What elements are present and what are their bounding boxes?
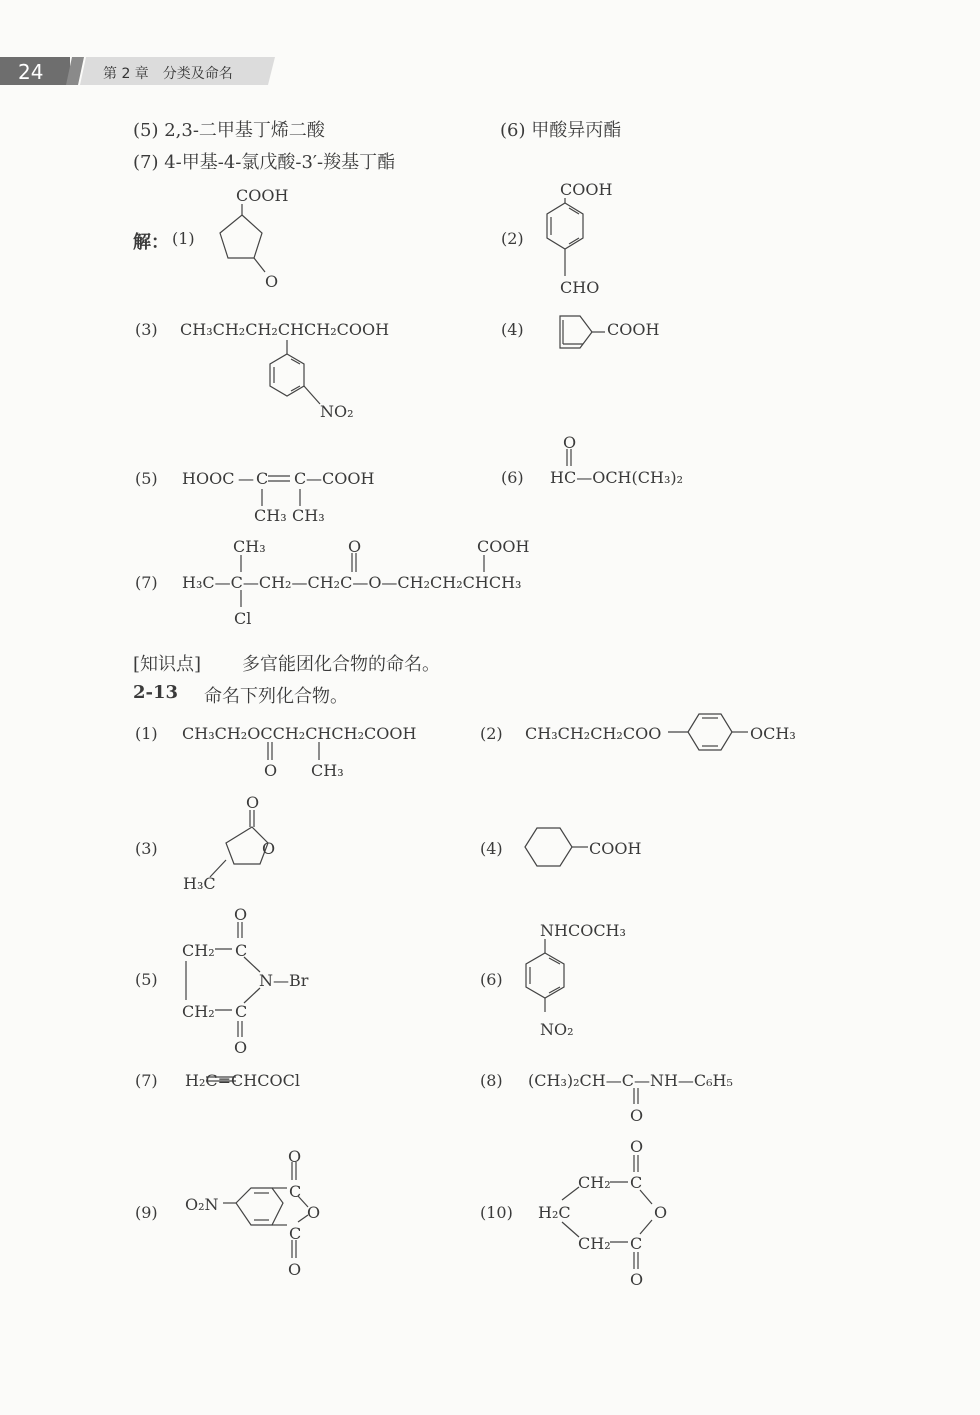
item-10-h2c: H₂C — [538, 1203, 571, 1222]
item-4-cooh: COOH — [589, 839, 642, 858]
item-9-c-bot: C — [289, 1224, 302, 1243]
answer-4-cooh: COOH — [607, 320, 660, 339]
item-5-c-bot: C — [235, 1002, 248, 1021]
item-5-c-top: C — [235, 941, 248, 960]
answer-2-number: (2) — [501, 229, 524, 248]
item-6-nhcoch3: NHCOCH₃ — [540, 921, 626, 940]
item-3-ring-o: O — [262, 839, 276, 858]
answer-7-number: (7) — [135, 573, 158, 592]
item-10-c-top: C — [630, 1173, 643, 1192]
item-3-number: (3) — [135, 839, 158, 858]
answer-5-dash2: — — [306, 469, 322, 488]
knowledge-tag: [知识点] — [133, 654, 202, 675]
answer-7-cl: Cl — [234, 609, 252, 628]
item-5-n-br: N—Br — [259, 971, 309, 990]
answer-6-formula: HC—OCH(CH₃)₂ — [550, 468, 684, 487]
item-7-number: (7) — [135, 1071, 158, 1090]
item-4-number: (4) — [480, 839, 503, 858]
item-1-formula: CH₃CH₂OCCH₂CHCH₂COOH — [182, 724, 417, 743]
answer-4-number: (4) — [501, 320, 524, 339]
item-2-left: CH₃CH₂CH₂COO — [525, 724, 662, 743]
item-10-o-bot: O — [630, 1270, 644, 1289]
item-7-formula: H₂C=CHCOCl — [185, 1071, 300, 1090]
answer-1-number: (1) — [172, 229, 195, 248]
answer-5-ch3-1: CH₃ — [254, 506, 287, 525]
item-9-o-bot: O — [288, 1260, 302, 1279]
answer-3-no2: NO₂ — [320, 402, 354, 421]
answer-5-hooc: HOOC — [182, 469, 235, 488]
item-5-number: (5) — [135, 970, 158, 989]
answer-5-c1: C — [256, 469, 269, 488]
item-8-number: (8) — [480, 1071, 503, 1090]
item-2-och3: OCH₃ — [750, 724, 796, 743]
answer-5-c2: C — [294, 469, 307, 488]
answer-6-number: (6) — [501, 468, 524, 487]
item-5-o-bot: O — [234, 1038, 248, 1057]
question-6: (6) 甲酸异丙酯 — [500, 120, 622, 141]
item-10-o-mid: O — [654, 1203, 668, 1222]
knowledge-text: 多官能团化合物的命名。 — [242, 654, 440, 675]
question-7: (7) 4-甲基-4-氯戊酸-3′-羧基丁酯 — [133, 152, 396, 173]
answer-3-number: (3) — [135, 320, 158, 339]
item-5-ch2-bot: CH₂ — [182, 1002, 215, 1021]
answer-5-cooh: COOH — [322, 469, 375, 488]
item-6-no2: NO₂ — [540, 1020, 574, 1039]
item-9-c-top: C — [289, 1182, 302, 1201]
item-2-number: (2) — [480, 724, 503, 743]
problem-title: 命名下列化合物。 — [204, 686, 348, 707]
item-3-h3c: H₃C — [183, 874, 216, 893]
question-5: (5) 2,3-二甲基丁烯二酸 — [133, 120, 325, 141]
item-9-o2n: O₂N — [185, 1195, 219, 1214]
item-10-ch2-bot: CH₂ — [578, 1234, 611, 1253]
answer-1-cooh: COOH — [236, 186, 289, 205]
item-8-formula: (CH₃)₂CH—C—NH—C₆H₅ — [528, 1071, 733, 1090]
item-10-o-top: O — [630, 1137, 644, 1156]
item-6-number: (6) — [480, 970, 503, 989]
item-1-ch3: CH₃ — [311, 761, 344, 780]
answer-label: 解： — [133, 232, 169, 253]
answer-5-ch3-2: CH₃ — [292, 506, 325, 525]
answer-7-oxygen: O — [348, 537, 362, 556]
item-3-carbonyl-o: O — [246, 793, 260, 812]
answer-3-chain: CH₃CH₂CH₂CHCH₂COOH — [180, 320, 390, 339]
answer-5-dash: — — [238, 469, 254, 488]
chapter-title: 第 2 章 分类及命名 — [103, 66, 233, 82]
answer-7-formula: H₃C—C—CH₂—CH₂C—O—CH₂CH₂CHCH₃ — [182, 573, 522, 592]
answer-6-oxygen: O — [563, 433, 577, 452]
answer-2-cho: CHO — [560, 278, 600, 297]
item-10-number: (10) — [480, 1203, 513, 1222]
answer-7-ch3: CH₃ — [233, 537, 266, 556]
answer-5-number: (5) — [135, 469, 158, 488]
answer-7-cooh: COOH — [477, 537, 530, 556]
item-8-oxygen: O — [630, 1106, 644, 1125]
item-10-c-bot: C — [630, 1234, 643, 1253]
answer-1-oxygen: O — [265, 272, 279, 291]
item-1-number: (1) — [135, 724, 158, 743]
item-5-ch2-top: CH₂ — [182, 941, 215, 960]
problem-number: 2-13 — [133, 682, 179, 703]
item-1-oxygen: O — [264, 761, 278, 780]
item-9-o-top: O — [288, 1147, 302, 1166]
item-9-o-mid: O — [307, 1203, 321, 1222]
page-number: 24 — [18, 60, 44, 84]
item-5-o-top: O — [234, 905, 248, 924]
item-9-number: (9) — [135, 1203, 158, 1222]
item-10-ch2-top: CH₂ — [578, 1173, 611, 1192]
answer-2-cooh: COOH — [560, 180, 613, 199]
